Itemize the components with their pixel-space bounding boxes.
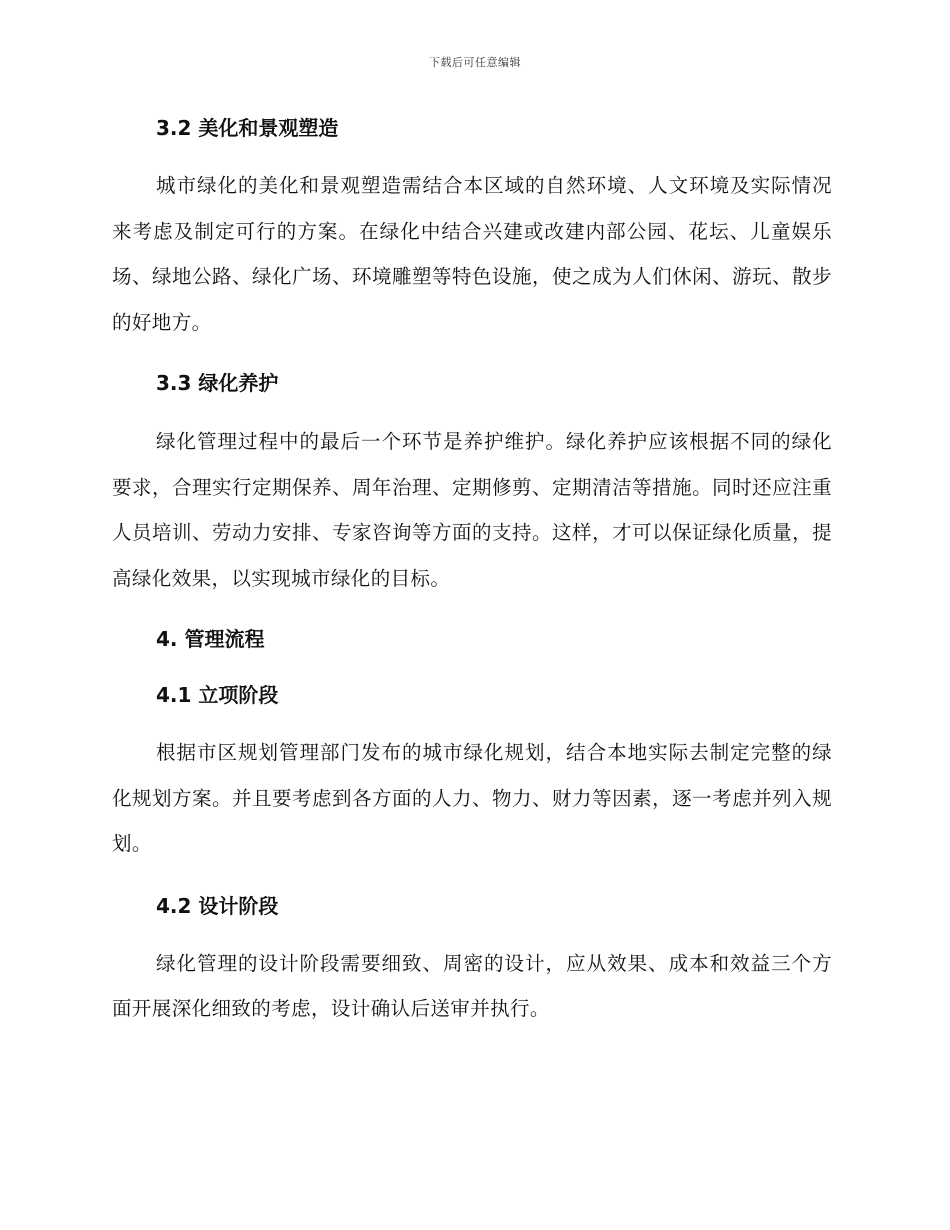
document-body [112, 112, 832, 1032]
section-heading-4-2: 4.2 设计阶段 [156, 893, 279, 918]
section-heading-4: 4. 管理流程 [156, 627, 265, 651]
header-note: 下载后可任意编辑 [429, 56, 521, 69]
section-paragraph-4-2: 绿化管理的设计阶段需要细致、周密的设计，应从效果、成本和效益三个方面开展深化细致的考虑，设计确认后送审并执行。 [112, 951, 832, 1020]
section-paragraph-4-1: 根据市区规划管理部门发布的城市绿化规划，结合本地实际去制定完整的绿化规划方案。并且要考虑到各方面的人力、物力、财力等因素，逐一考虑并列入规划。 [112, 741, 832, 855]
section-heading-3-2: 3.2 美化和景观塑造 [156, 116, 339, 140]
section-paragraph-3-2: 城市绿化的美化和景观塑造需结合本区域的自然环境、人文环境及实际情况来考虑及制定可行的方案。在绿化中结合兴建或改建内部公园、花坛、儿童娱乐场、绿地公路、绿化广场、环境雕塑等特色设施，使之成为人们休闲、游玩、散步的好地方。 [112, 174, 832, 334]
section-heading-4-1: 4.1 立项阶段 [156, 683, 279, 707]
section-paragraph-3-3: 绿化管理过程中的最后一个环节是养护维护。绿化养护应该根据不同的绿化要求，合理实行定期保养、周年治理、定期修剪、定期清洁等措施。同时还应注重人员培训、劳动力安排、专家咨询等方面的支持。这样，才可以保证绿化质量，提高绿化效果，以实现城市绿化的目标。 [112, 430, 832, 590]
section-heading-3-3: 3.3 绿化养护 [156, 371, 279, 395]
